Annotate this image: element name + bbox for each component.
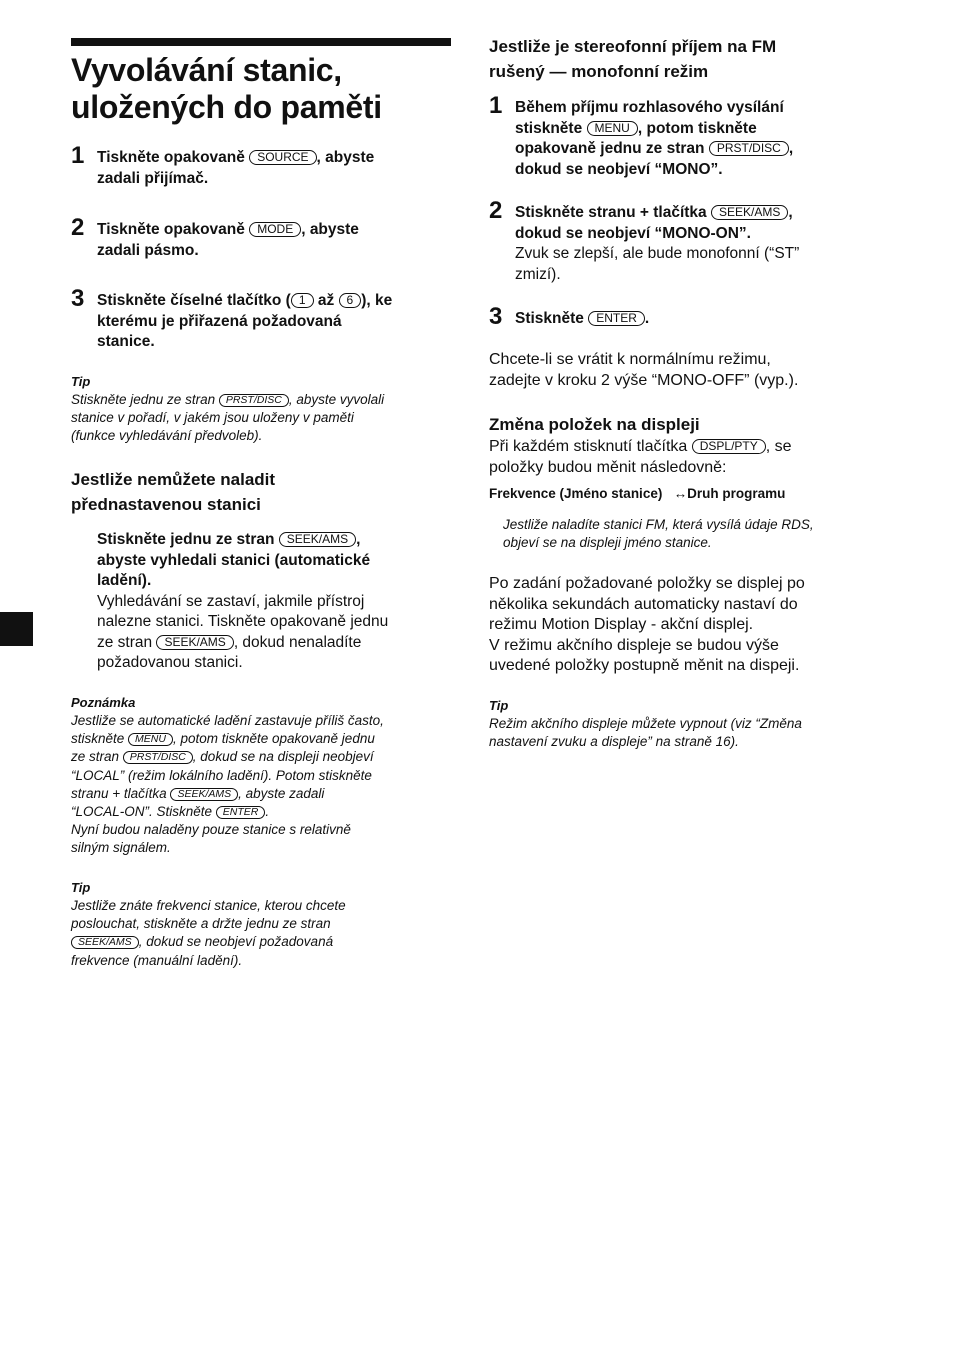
rds-note: Jestliže naladíte stanici FM, která vysílá údaje RDS, objeví se na displeji jméno stanice. <box>503 517 814 551</box>
section-heading: Jestliže nemůžete naladit přednastavenou stanici <box>71 470 276 514</box>
tip-heading: Tip <box>71 374 91 389</box>
step-number: 3 <box>489 303 503 330</box>
step-text: Tiskněte opakovaně SOURCE , abyste zadali přijímač. <box>97 149 375 187</box>
tip-heading: Tip <box>489 698 509 713</box>
mono-off-text: Chcete-li se vrátit k normálnímu režimu, zadejte v kroku 2 výše “MONO-OFF” (vyp.). <box>489 351 799 389</box>
mono-section-heading: Jestliže je stereofonní příjem na FM rušený — monofonní režim <box>489 37 777 81</box>
step-text: Stiskněte ENTER . <box>515 310 650 327</box>
step-text: Tiskněte opakovaně MODE , abyste zadali pásmo. <box>97 221 359 259</box>
display-cycle: Frekvence (Jméno stanice) ↔Druh programu <box>489 486 786 501</box>
step-text: Stiskněte stranu + tlačítka SEEK/AMS , dokud se neobjeví “MONO-ON”. Zvuk se zlepší, ale bude monofonní (“ST” zmizí). <box>515 204 800 283</box>
page-side-tab <box>0 612 33 646</box>
step-number: 3 <box>71 285 85 312</box>
tip-text: Jestliže znáte frekvenci stanice, kterou chcete poslouchat, stiskněte a držte jednu ze stran SEEK/AMS , dokud se neobjeví požadovaná frekvence (manuální ladění). <box>71 898 346 968</box>
display-section-heading: Změna položek na displeji <box>489 415 700 434</box>
section-instruction: Stiskněte jednu ze stran SEEK/AMS , abyste vyhledali stanici (automatické ladění). Vyhledávání se zastaví, jakmile přístroj nalezne stanici. Tiskněte opakovaně jednu ze stran SEEK/AMS , dokud nenaladíte požadovanou stanici. <box>97 531 389 671</box>
note-heading: Poznámka <box>71 695 136 710</box>
tip-heading: Tip <box>71 880 91 895</box>
double-arrow-icon: ↔ <box>673 486 688 501</box>
page-title: Vyvolávání stanic, uložených do paměti <box>71 52 382 125</box>
preset-6-button-label: 6 <box>339 293 362 308</box>
step-text: Stiskněte číselné tlačítko ( 1 až 6 ), ke kterému je přiřazená požadovaná stanice. <box>97 292 393 350</box>
step-number: 2 <box>489 197 503 224</box>
step-number: 2 <box>71 214 85 241</box>
step-number: 1 <box>71 142 85 169</box>
display-intro: Při každém stisknutí tlačítka DSPL/PTY , se položky budou měnit následovně: <box>489 438 792 476</box>
source-button-label: SOURCE <box>249 150 316 165</box>
tip-text: Stiskněte jednu ze stran PRST/DISC , abyste vyvolali stanice v pořadí, v jakém jsou uloženy v paměti (funkce vyhledávání předvoleb). <box>71 392 385 444</box>
step-text: Během příjmu rozhlasového vysílání stiskněte MENU , potom tiskněte opakovaně jednu ze stran PRST/DISC , dokud se neobjeví “MONO”. <box>515 99 794 178</box>
motion-display-text: Po zadání požadované položky se displej po několika sekundách automaticky nastaví do režimu Motion Display - akční displej. V režimu akčního displeje se budou výše uvedené položky postupně měnit na dispeji. <box>489 575 805 674</box>
preset-1-button-label: 1 <box>291 293 314 308</box>
title-rule <box>71 38 451 46</box>
step-number: 1 <box>489 92 503 119</box>
tip-text: Režim akčního displeje můžete vypnout (viz “Změna nastavení zvuku a displeje” na straně 16). <box>489 716 802 750</box>
mode-button-label: MODE <box>249 222 301 237</box>
note-text: Jestliže se automatické ladění zastavuje příliš často, stiskněte MENU , potom tiskněte opakovaně jednu ze stran PRST/DISC , dokud se na displeji neobjeví “LOCAL” (režim lokálního ladění). Potom stiskněte stranu + tlačítka SEEK/AMS , abyste zadali “LOCAL-ON”. Stiskněte ENTER . Nyní budou naladěny pouze stanice s relativně silným signálem. <box>71 713 384 856</box>
